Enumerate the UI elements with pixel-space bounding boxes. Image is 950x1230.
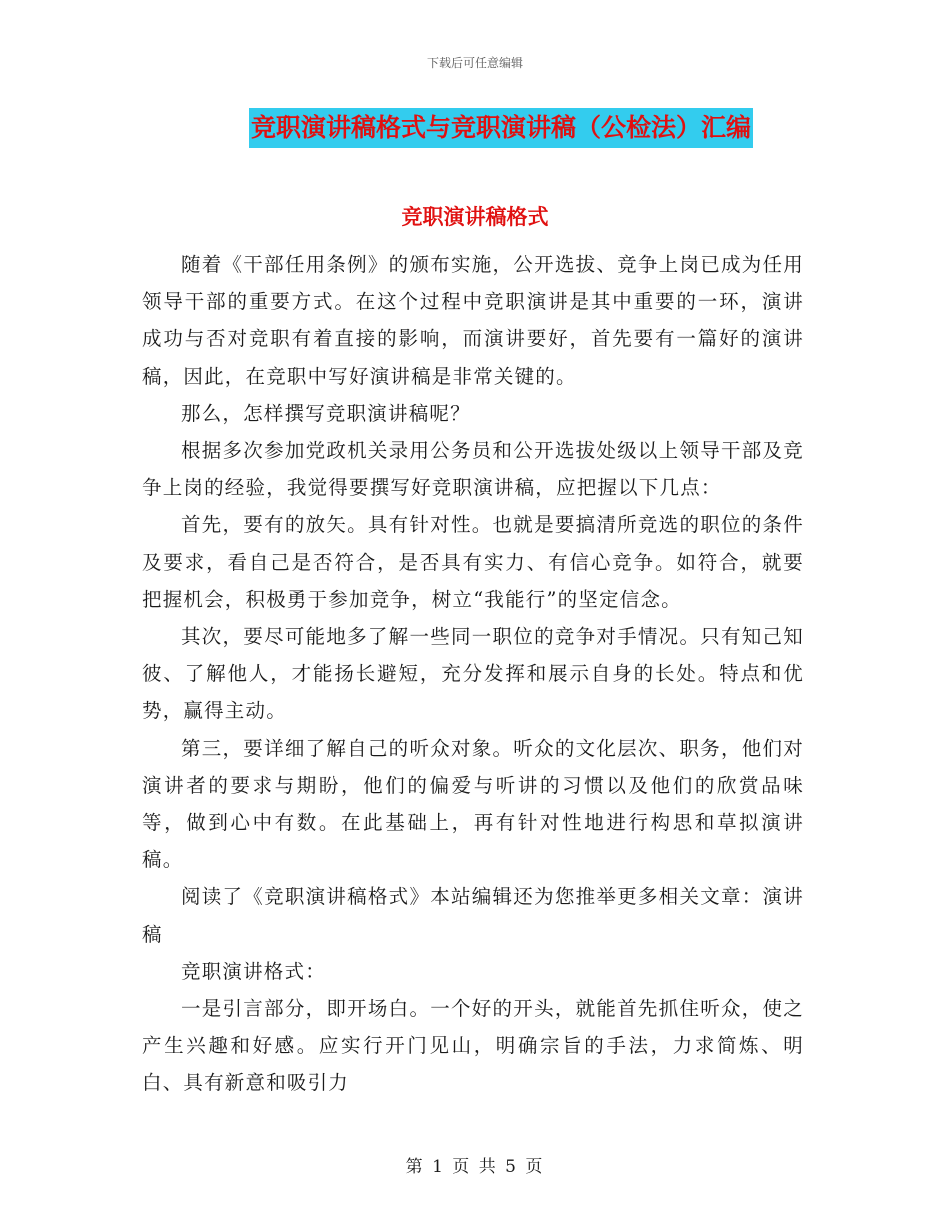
section-title: 竞职演讲稿格式 [401, 204, 549, 229]
paragraph-7: 阅读了《竞职演讲稿格式》本站编辑还为您推举更多相关文章：演讲稿 [142, 885, 804, 946]
document-body [142, 246, 804, 1102]
paragraph-8: 竞职演讲格式： [181, 959, 326, 983]
paragraph-9: 一是引言部分，即开场白。一个好的开头，就能首先抓住听众，使之产生兴趣和好感。应实行开门见山，明确宗旨的手法，力求简炼、明白、具有新意和吸引力 [142, 997, 804, 1095]
document-title: 竞职演讲稿格式与竞职演讲稿（公检法）汇编 [249, 108, 753, 148]
document-title-container [0, 108, 950, 148]
page-footer: 第 1 页 共 5 页 [405, 1157, 545, 1177]
paragraph-5: 其次，要尽可能地多了解一些同一职位的竞争对手情况。只有知己知彼、了解他人，才能扬长避短，充分发挥和展示自身的长处。特点和优势，赢得主动。 [142, 625, 804, 723]
paragraph-3: 根据多次参加党政机关录用公务员和公开选拔处级以上领导干部及竞争上岗的经验，我觉得要撰写好竞职演讲稿，应把握以下几点： [142, 439, 804, 500]
page-header-note: 下载后可任意编辑 [426, 56, 523, 70]
paragraph-6: 第三，要详细了解自己的听众对象。听众的文化层次、职务，他们对演讲者的要求与期盼，他们的偏爱与听讲的习惯以及他们的欣赏品味等，做到心中有数。在此基础上，再有针对性地进行构思和草拟演讲稿。 [142, 736, 804, 872]
paragraph-4: 首先，要有的放矢。具有针对性。也就是要搞清所竞选的职位的条件及要求，看自己是否符合，是否具有实力、有信心竞争。如符合，就要把握机会，积极勇于参加竞争，树立“我能行”的坚定信念。 [142, 513, 804, 611]
paragraph-1: 随着《干部任用条例》的颁布实施，公开选拔、竞争上岗已成为任用领导干部的重要方式。在这个过程中竞职演讲是其中重要的一环，演讲成功与否对竞职有着直接的影响，而演讲要好，首先要有一篇好的演讲稿，因此，在竞职中写好演讲稿是非常关键的。 [142, 253, 804, 388]
paragraph-2: 那么，怎样撰写竞职演讲稿呢？ [181, 401, 471, 425]
